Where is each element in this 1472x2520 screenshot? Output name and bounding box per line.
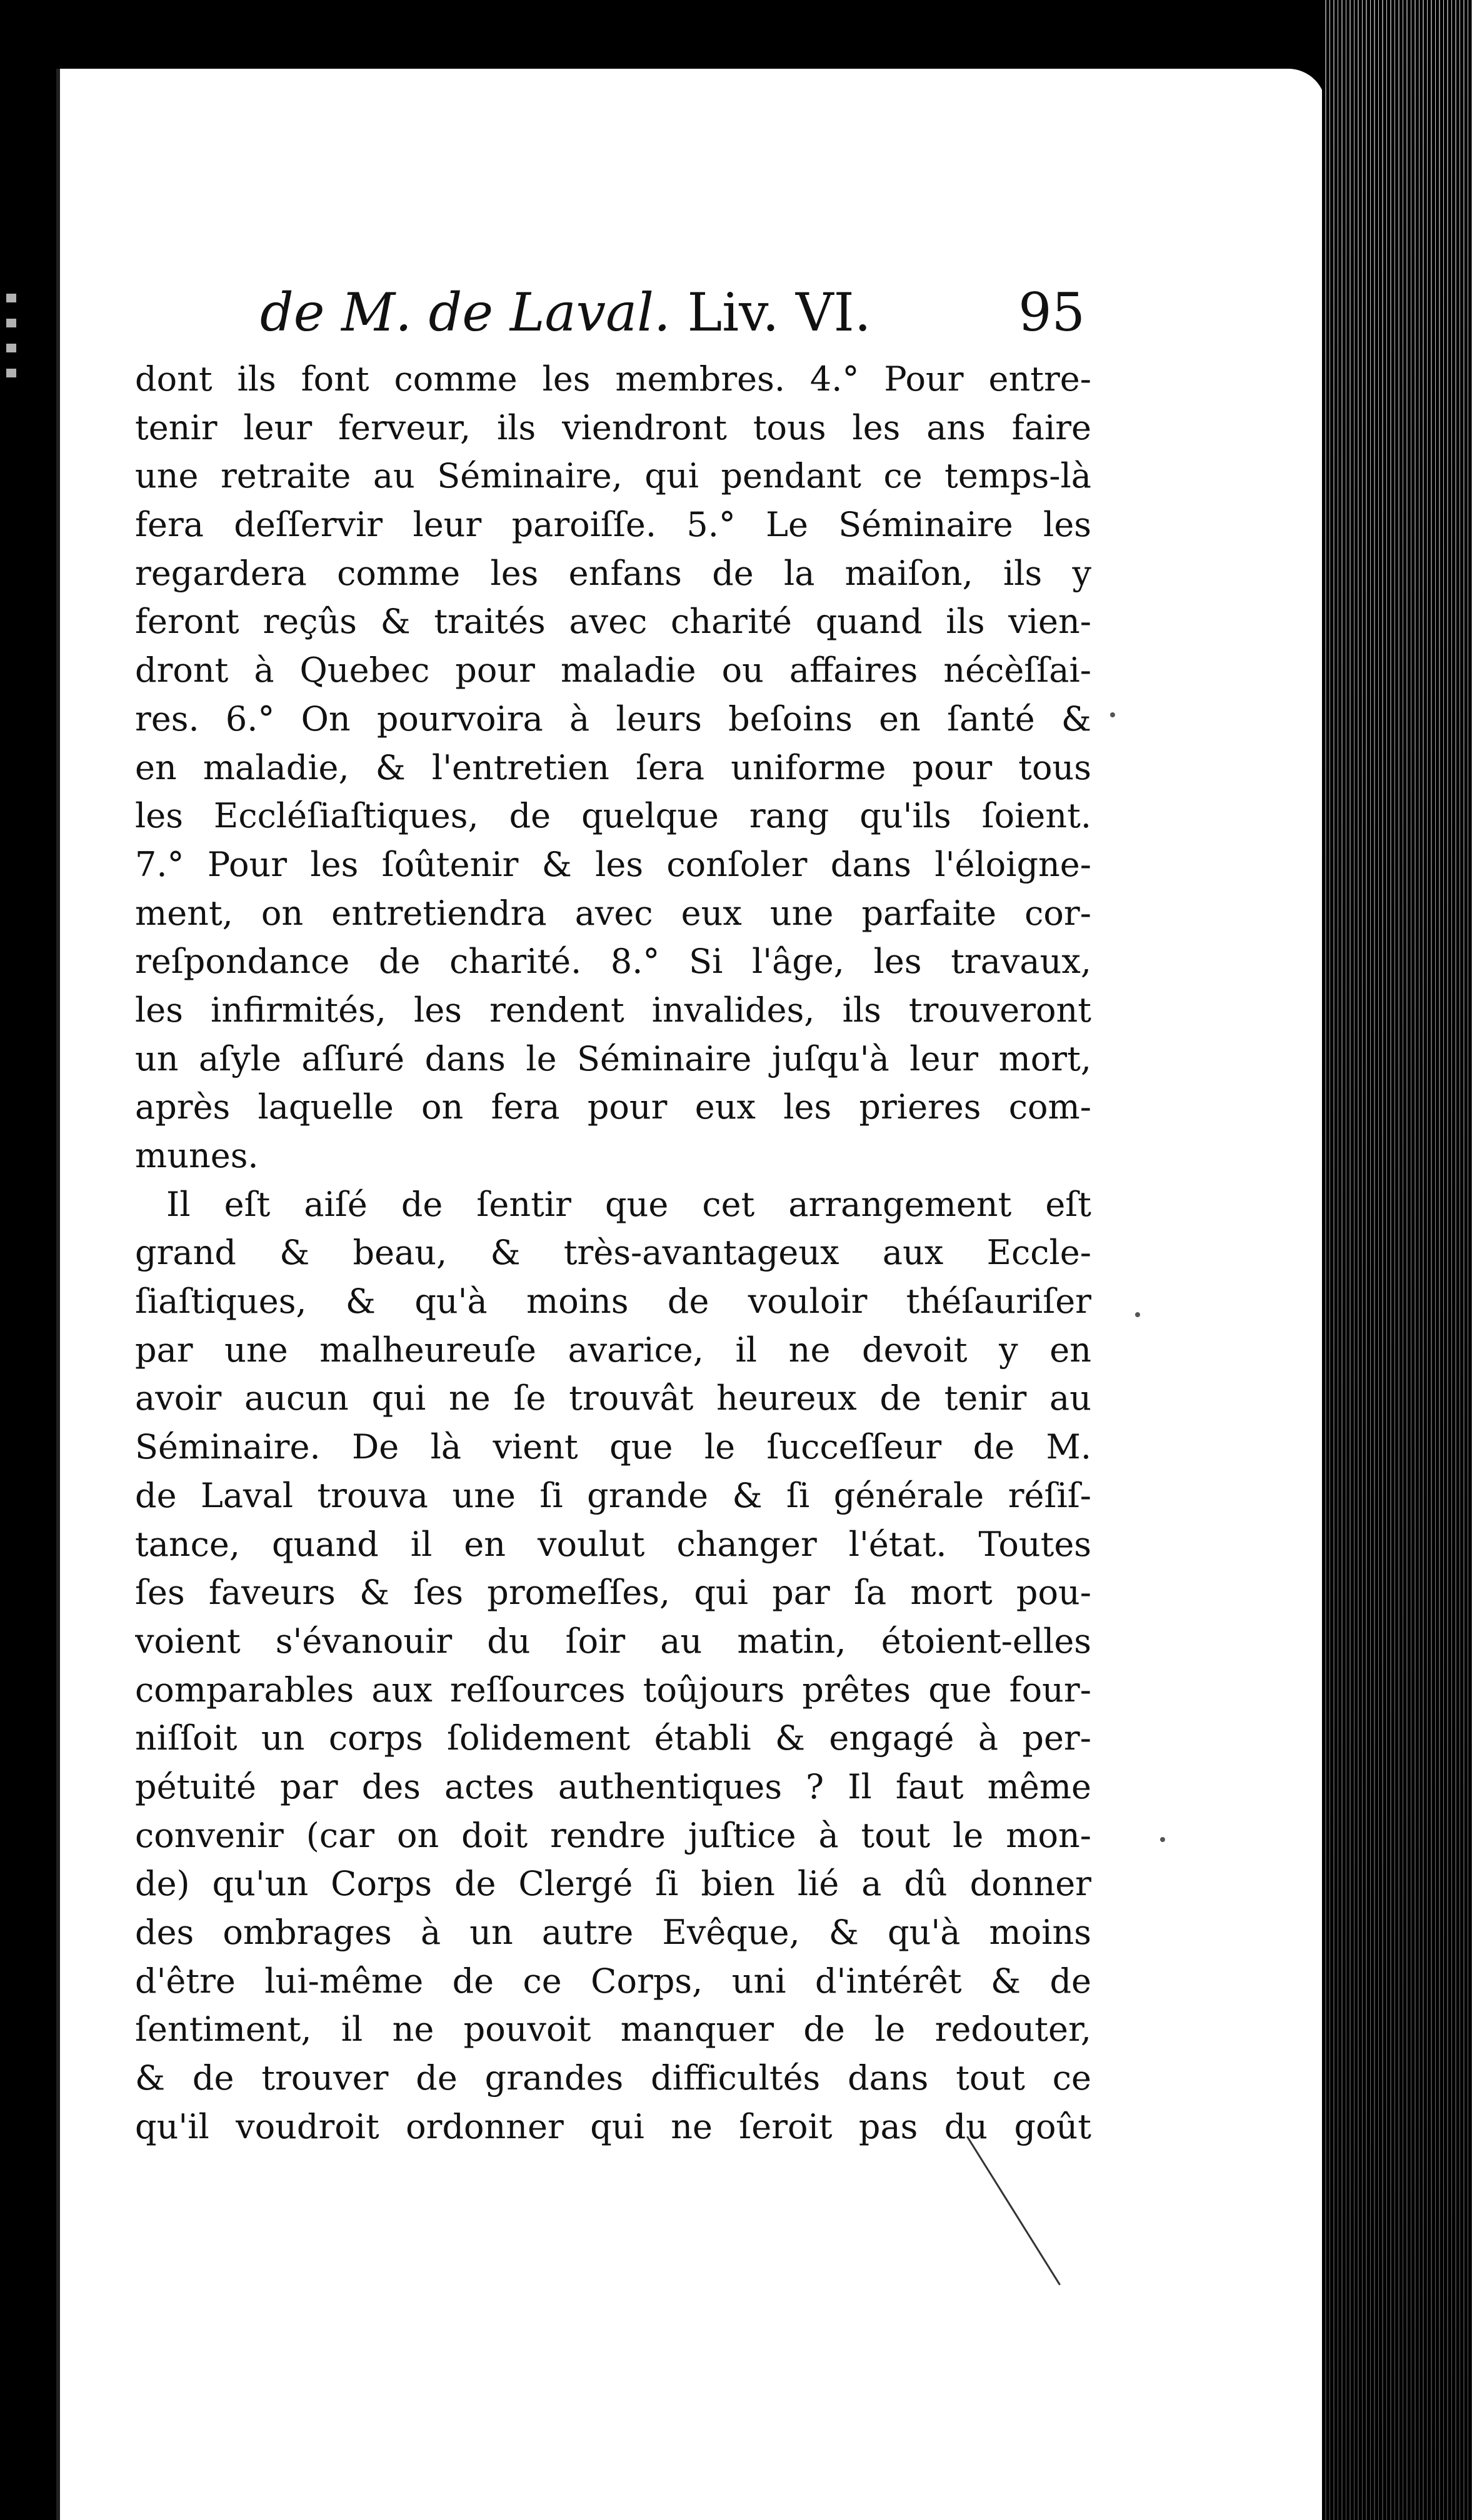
book-fore-edge bbox=[1322, 0, 1472, 2520]
text-line: par une malheureuſe avarice, il ne devoit y en bbox=[135, 1330, 1091, 1370]
text-line: un aſyle aſſuré dans le Séminaire juſqu'à leur mort, bbox=[135, 1038, 1091, 1078]
text-line: en maladie, & l'entretien ſera uniforme pour tous bbox=[135, 747, 1091, 787]
paper-speck bbox=[1160, 1837, 1165, 1842]
text-line: regardera comme les enfans de la maiſon, ils y bbox=[135, 553, 1091, 593]
text-line: dront à Quebec pour maladie ou affaires nécèſſai- bbox=[135, 650, 1091, 690]
text-line: Séminaire. De là vient que le ſucceſſeur de M. bbox=[135, 1427, 1091, 1467]
text-line: res. 6.° On pourvoira à leurs beſoins en ſanté & bbox=[135, 699, 1091, 739]
text-line: fera deſſervir leur paroiſſe. 5.° Le Séminaire les bbox=[135, 505, 1091, 545]
text-line: qu'il voudroit ordonner qui ne ſeroit pas du goût bbox=[135, 2106, 1091, 2146]
page-number: 95 bbox=[1018, 282, 1085, 343]
text-line: munes. bbox=[135, 1136, 259, 1175]
text-line: convenir (car on doit rendre juſtice à tout le mon- bbox=[135, 1815, 1091, 1855]
text-line: les Eccléſiaſtiques, de quelque rang qu'ils ſoient. bbox=[135, 796, 1091, 836]
text-line: 7.° Pour les ſoûtenir & les conſoler dans l'éloigne- bbox=[135, 844, 1091, 884]
text-line: niſſoit un corps ſolidement établi & engagé à per- bbox=[135, 1718, 1091, 1758]
body-text bbox=[135, 355, 1091, 2151]
text-line: après laquelle on fera pour eux les prieres com- bbox=[135, 1087, 1091, 1127]
text-line: reſpondance de charité. 8.° Si l'âge, les travaux, bbox=[135, 942, 1091, 982]
running-title-book: Liv. VI. bbox=[687, 282, 871, 343]
text-line: tenir leur ferveur, ils viendront tous les ans faire bbox=[135, 407, 1091, 447]
running-title-italic: de M. de Laval. bbox=[260, 282, 671, 343]
text-line: tance, quand il en voulut changer l'état. Toutes bbox=[135, 1524, 1091, 1564]
text-line: avoir aucun qui ne ſe trouvât heureux de tenir au bbox=[135, 1378, 1091, 1418]
text-line: & de trouver de grandes difficultés dans tout ce bbox=[135, 2058, 1091, 2098]
paper-speck bbox=[1135, 1312, 1140, 1317]
running-title bbox=[260, 275, 871, 350]
text-line: voient s'évanouir du ſoir au matin, étoient-elles bbox=[135, 1621, 1091, 1661]
text-line: de Laval trouva une ſi grande & ſi générale réſiſ- bbox=[135, 1475, 1091, 1515]
text-line: feront reçûs & traités avec charité quand ils vien- bbox=[135, 602, 1091, 642]
text-line: grand & beau, & très-avantageux aux Eccle- bbox=[135, 1233, 1091, 1273]
text-line: des ombrages à un autre Evêque, & qu'à moins bbox=[135, 1913, 1091, 1952]
text-line: de) qu'un Corps de Clergé ſi bien lié a dû donner bbox=[135, 1864, 1091, 1904]
text-line: pétuité par des actes authentiques ? Il faut même bbox=[135, 1766, 1091, 1806]
gutter-marks bbox=[6, 294, 16, 394]
text-line: ſentiment, il ne pouvoit manquer de le redouter, bbox=[135, 2010, 1091, 2049]
text-line: d'être lui-même de ce Corps, uni d'intérêt & de bbox=[135, 1961, 1091, 2001]
text-line: Il eſt aiſé de ſentir que cet arrangement eſt bbox=[166, 1184, 1091, 1224]
paper-speck bbox=[1110, 712, 1115, 717]
text-line: une retraite au Séminaire, qui pendant ce temps-là bbox=[135, 456, 1091, 496]
text-line: ſiaſtiques, & qu'à moins de vouloir théſauriſer bbox=[135, 1282, 1091, 1322]
text-line: ſes faveurs & ſes promeſſes, qui par ſa mort pou- bbox=[135, 1573, 1091, 1613]
text-line: comparables aux reſſources toûjours prêtes que four- bbox=[135, 1670, 1091, 1710]
text-line: dont ils font comme les membres. 4.° Pour entre- bbox=[135, 359, 1091, 399]
text-line: ment, on entretiendra avec eux une parfaite cor- bbox=[135, 893, 1091, 933]
running-header bbox=[260, 275, 1085, 350]
book-page bbox=[56, 69, 1326, 2520]
left-page-gutter bbox=[0, 0, 56, 2520]
text-line: les infirmités, les rendent invalides, ils trouveront bbox=[135, 990, 1091, 1030]
